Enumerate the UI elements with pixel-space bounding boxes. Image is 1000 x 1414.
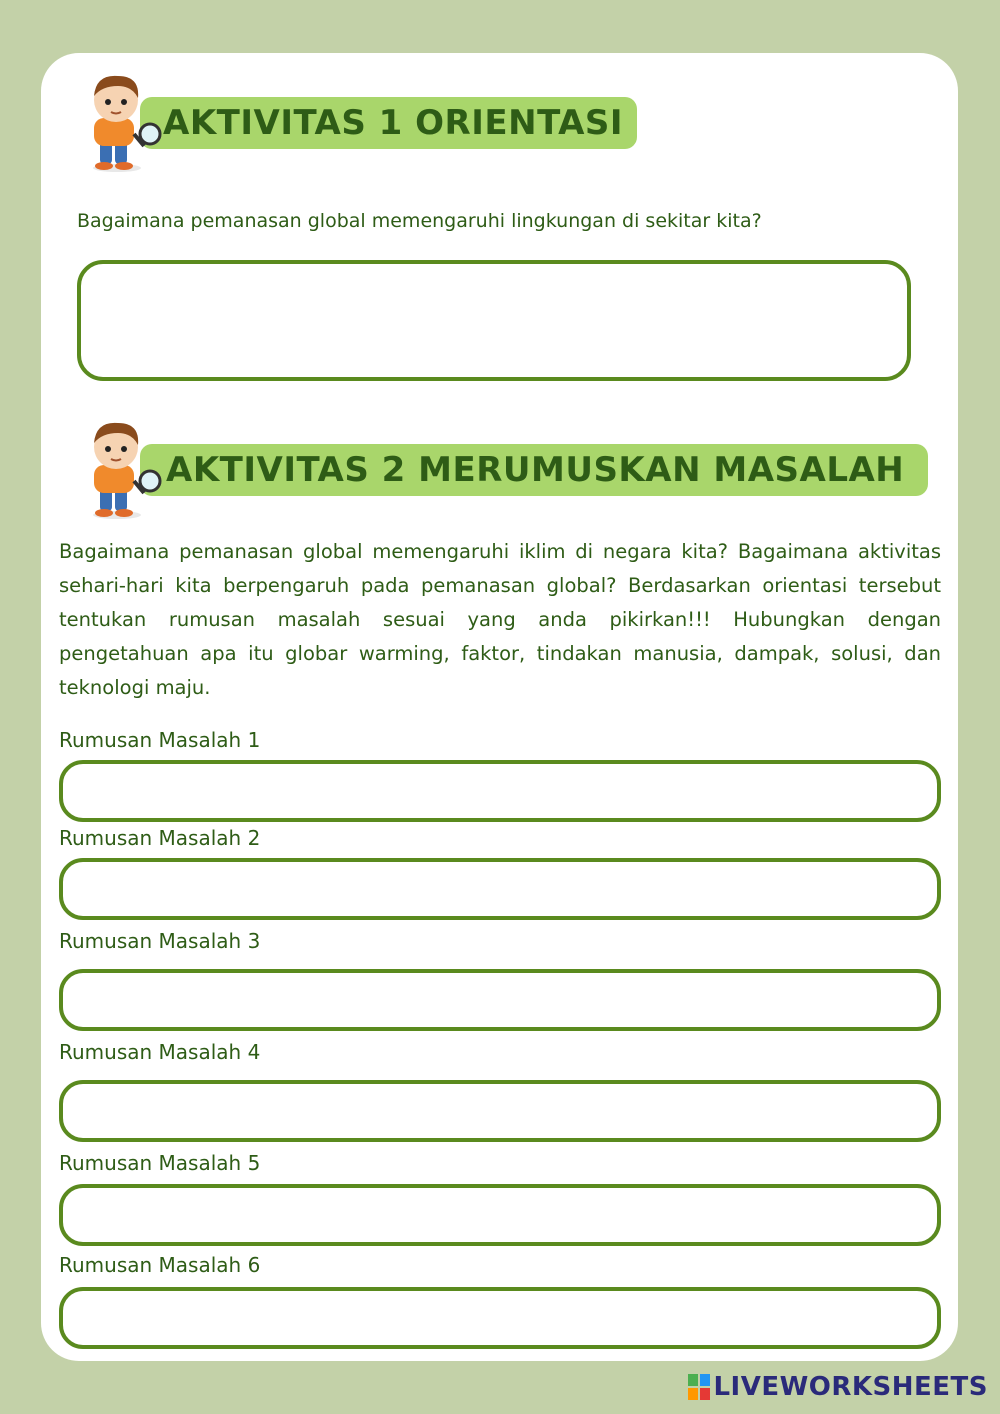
rumusan-label-4: Rumusan Masalah 4 [59,1040,261,1064]
rumusan-label-1: Rumusan Masalah 1 [59,728,261,752]
rumusan-label-2: Rumusan Masalah 2 [59,826,261,850]
activity1-question: Bagaimana pemanasan global memengaruhi lingkungan di sekitar kita? [77,210,762,232]
rumusan-answer-box-6[interactable] [59,1287,941,1349]
rumusan-answer-box-1[interactable] [59,760,941,822]
rumusan-answer-box-3[interactable] [59,969,941,1031]
rumusan-answer-box-2[interactable] [59,858,941,920]
rumusan-answer-box-4[interactable] [59,1080,941,1142]
liveworksheets-logo-text: LIVEWORKSHEETS [713,1372,988,1402]
rumusan-label-6: Rumusan Masalah 6 [59,1253,261,1277]
kid-with-magnifier-icon [72,415,162,525]
liveworksheets-logo [688,1372,988,1402]
rumusan-label-3: Rumusan Masalah 3 [59,929,261,953]
activity1-title: AKTIVITAS 1 ORIENTASI [163,103,624,143]
kid-with-magnifier-icon [72,68,162,178]
activity2-instructions: Bagaimana pemanasan global memengaruhi iklim di negara kita? Bagaimana aktivitas sehari-hari kita berpengaruh pada pemanasan global? Berdasarkan orientasi tersebut tentukan rumusan masalah sesuai yang anda pikirkan!!! Hubungkan dengan pengetahuan apa itu globar warming, faktor, tindakan manusia, dampak, solusi, dan teknologi maju. [59,540,941,699]
rumusan-label-5: Rumusan Masalah 5 [59,1151,261,1175]
liveworksheets-logo-icon [688,1374,710,1400]
activity2-title: AKTIVITAS 2 MERUMUSKAN MASALAH [166,450,905,490]
rumusan-answer-box-5[interactable] [59,1184,941,1246]
activity1-answer-box[interactable] [77,260,911,381]
